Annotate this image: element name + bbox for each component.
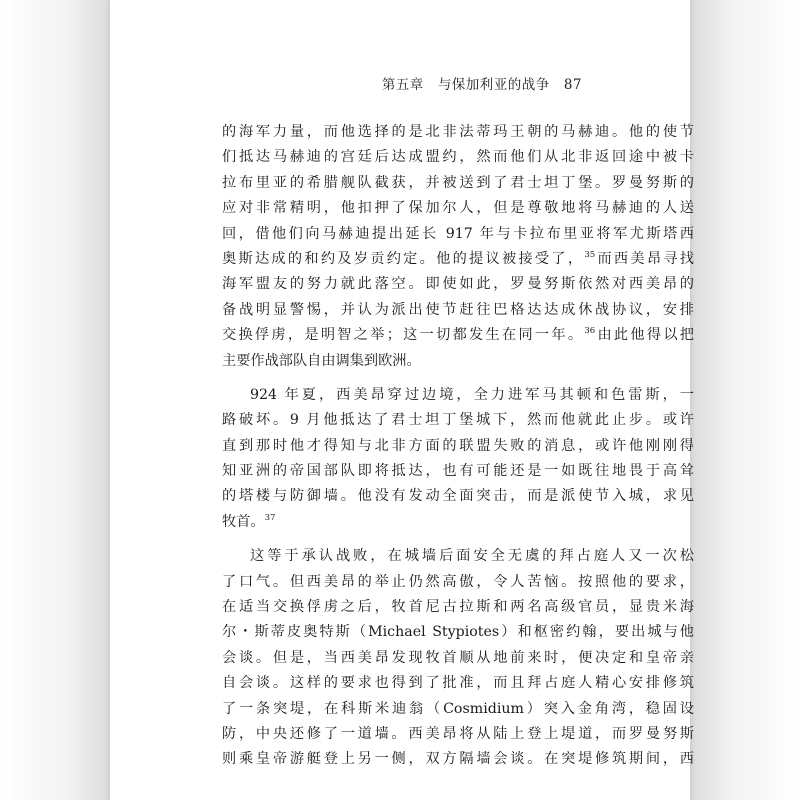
text-line: 回，借他们向马赫迪提出延长 917 年与卡拉布里亚将军尤斯塔西: [222, 225, 694, 242]
text-line: 了口气。但西美昂的举止仍然高傲，令人苦恼。按照他的要求，: [222, 573, 694, 590]
running-head: [382, 73, 582, 93]
text-line: 的塔楼与防御墙。他没有发动全面突击，而是派使节入城，求见: [222, 488, 694, 505]
text-line: 主要作战部队自由调集到欧洲。: [222, 352, 421, 369]
text-line: 们抵达马赫迪的宫廷后达成盟约，然而他们从北非返回途中被卡: [222, 149, 694, 166]
text-line: 海军盟友的努力就此落空。即使如此，罗曼努斯依然对西美昂的: [222, 276, 694, 293]
text-line: [222, 323, 694, 348]
page-number: 87: [563, 77, 582, 93]
text-line: 拉布里亚的希腊舰队截获，并被送到了君士坦丁堡。罗曼努斯的: [222, 174, 694, 191]
footnote-marker[interactable]: 36: [584, 326, 596, 337]
book-page: [110, 0, 694, 800]
text-line: 自会谈。这样的要求也得到了批准，而且拜占庭人精心安排修筑: [222, 675, 694, 692]
text-line: 的海军力量，而他选择的是北非法蒂玛王朝的马赫迪。他的使节: [222, 124, 694, 140]
left-margin-shadow: [0, 0, 110, 800]
chapter-label: 第五章: [381, 77, 424, 93]
text-segment: 牧首。: [222, 513, 265, 530]
text-line: 这等于承认战败，在城墙后面安全无虞的拜占庭人又一次松: [250, 548, 694, 565]
text-segment: 而西美昂寻找: [595, 250, 694, 267]
chapter-title: 与保加利亚的战争: [437, 77, 550, 93]
text-line: 直到那时他才得知与北非方面的联盟失败的消息，或许他刚刚得: [222, 437, 694, 454]
text-line: 了一条突堤，在科斯米迪翁（Cosmidium）突入金角湾，稳固设: [222, 700, 694, 717]
text-line: 备战明显警惕，并认为派出使节赶往巴格达达成休战协议，安排: [222, 301, 694, 318]
body-text: [222, 120, 694, 782]
text-line: 在适当交换俘虏之后，牧首尼古拉斯和两名高级官员，显贵米海: [222, 599, 694, 616]
text-line: 924 年夏，西美昂穿过边境，全力进军马其顿和色雷斯，一: [250, 386, 694, 403]
footnote-marker[interactable]: 37: [264, 512, 276, 523]
paragraph-1: [222, 120, 694, 374]
text-segment: 奥斯达成的和约及岁贡约定。他的提议被接受了，: [222, 250, 585, 267]
text-line: 防，中央还修了一道墙。西美昂将从陆上登上堤道，而罗曼努斯: [222, 725, 694, 742]
text-line: [222, 510, 694, 535]
text-line: 知亚洲的帝国部队即将抵达，也有可能还是一如既往地畏于高耸: [222, 463, 694, 480]
text-line: [222, 247, 694, 272]
text-segment: 由此他得以把: [595, 327, 694, 344]
text-segment: 交换俘虏，是明智之举；这一切都发生在同一年。: [222, 327, 585, 344]
text-line: 尔・斯蒂皮奥特斯（Michael Stypiotes）和枢密约翰，要出城与他: [222, 624, 694, 641]
footnote-marker[interactable]: 35: [584, 249, 596, 260]
paragraph-2: [222, 383, 694, 535]
text-line: 路破坏。9 月他抵达了君士坦丁堡城下，然而他就此止步。或许: [222, 412, 694, 429]
right-margin-shadow: [690, 0, 800, 800]
text-line: 会谈。但是，当西美昂发现牧首顺从地前来时，便决定和皇帝亲: [222, 649, 694, 666]
text-line: 则乘皇帝游艇登上另一侧，双方隔墙会谈。在突堤修筑期间，西: [222, 751, 694, 768]
text-line: 应对非常精明，他扣押了保加尔人，但是尊敬地将马赫迪的人送: [222, 200, 694, 217]
paragraph-3: [222, 544, 694, 773]
